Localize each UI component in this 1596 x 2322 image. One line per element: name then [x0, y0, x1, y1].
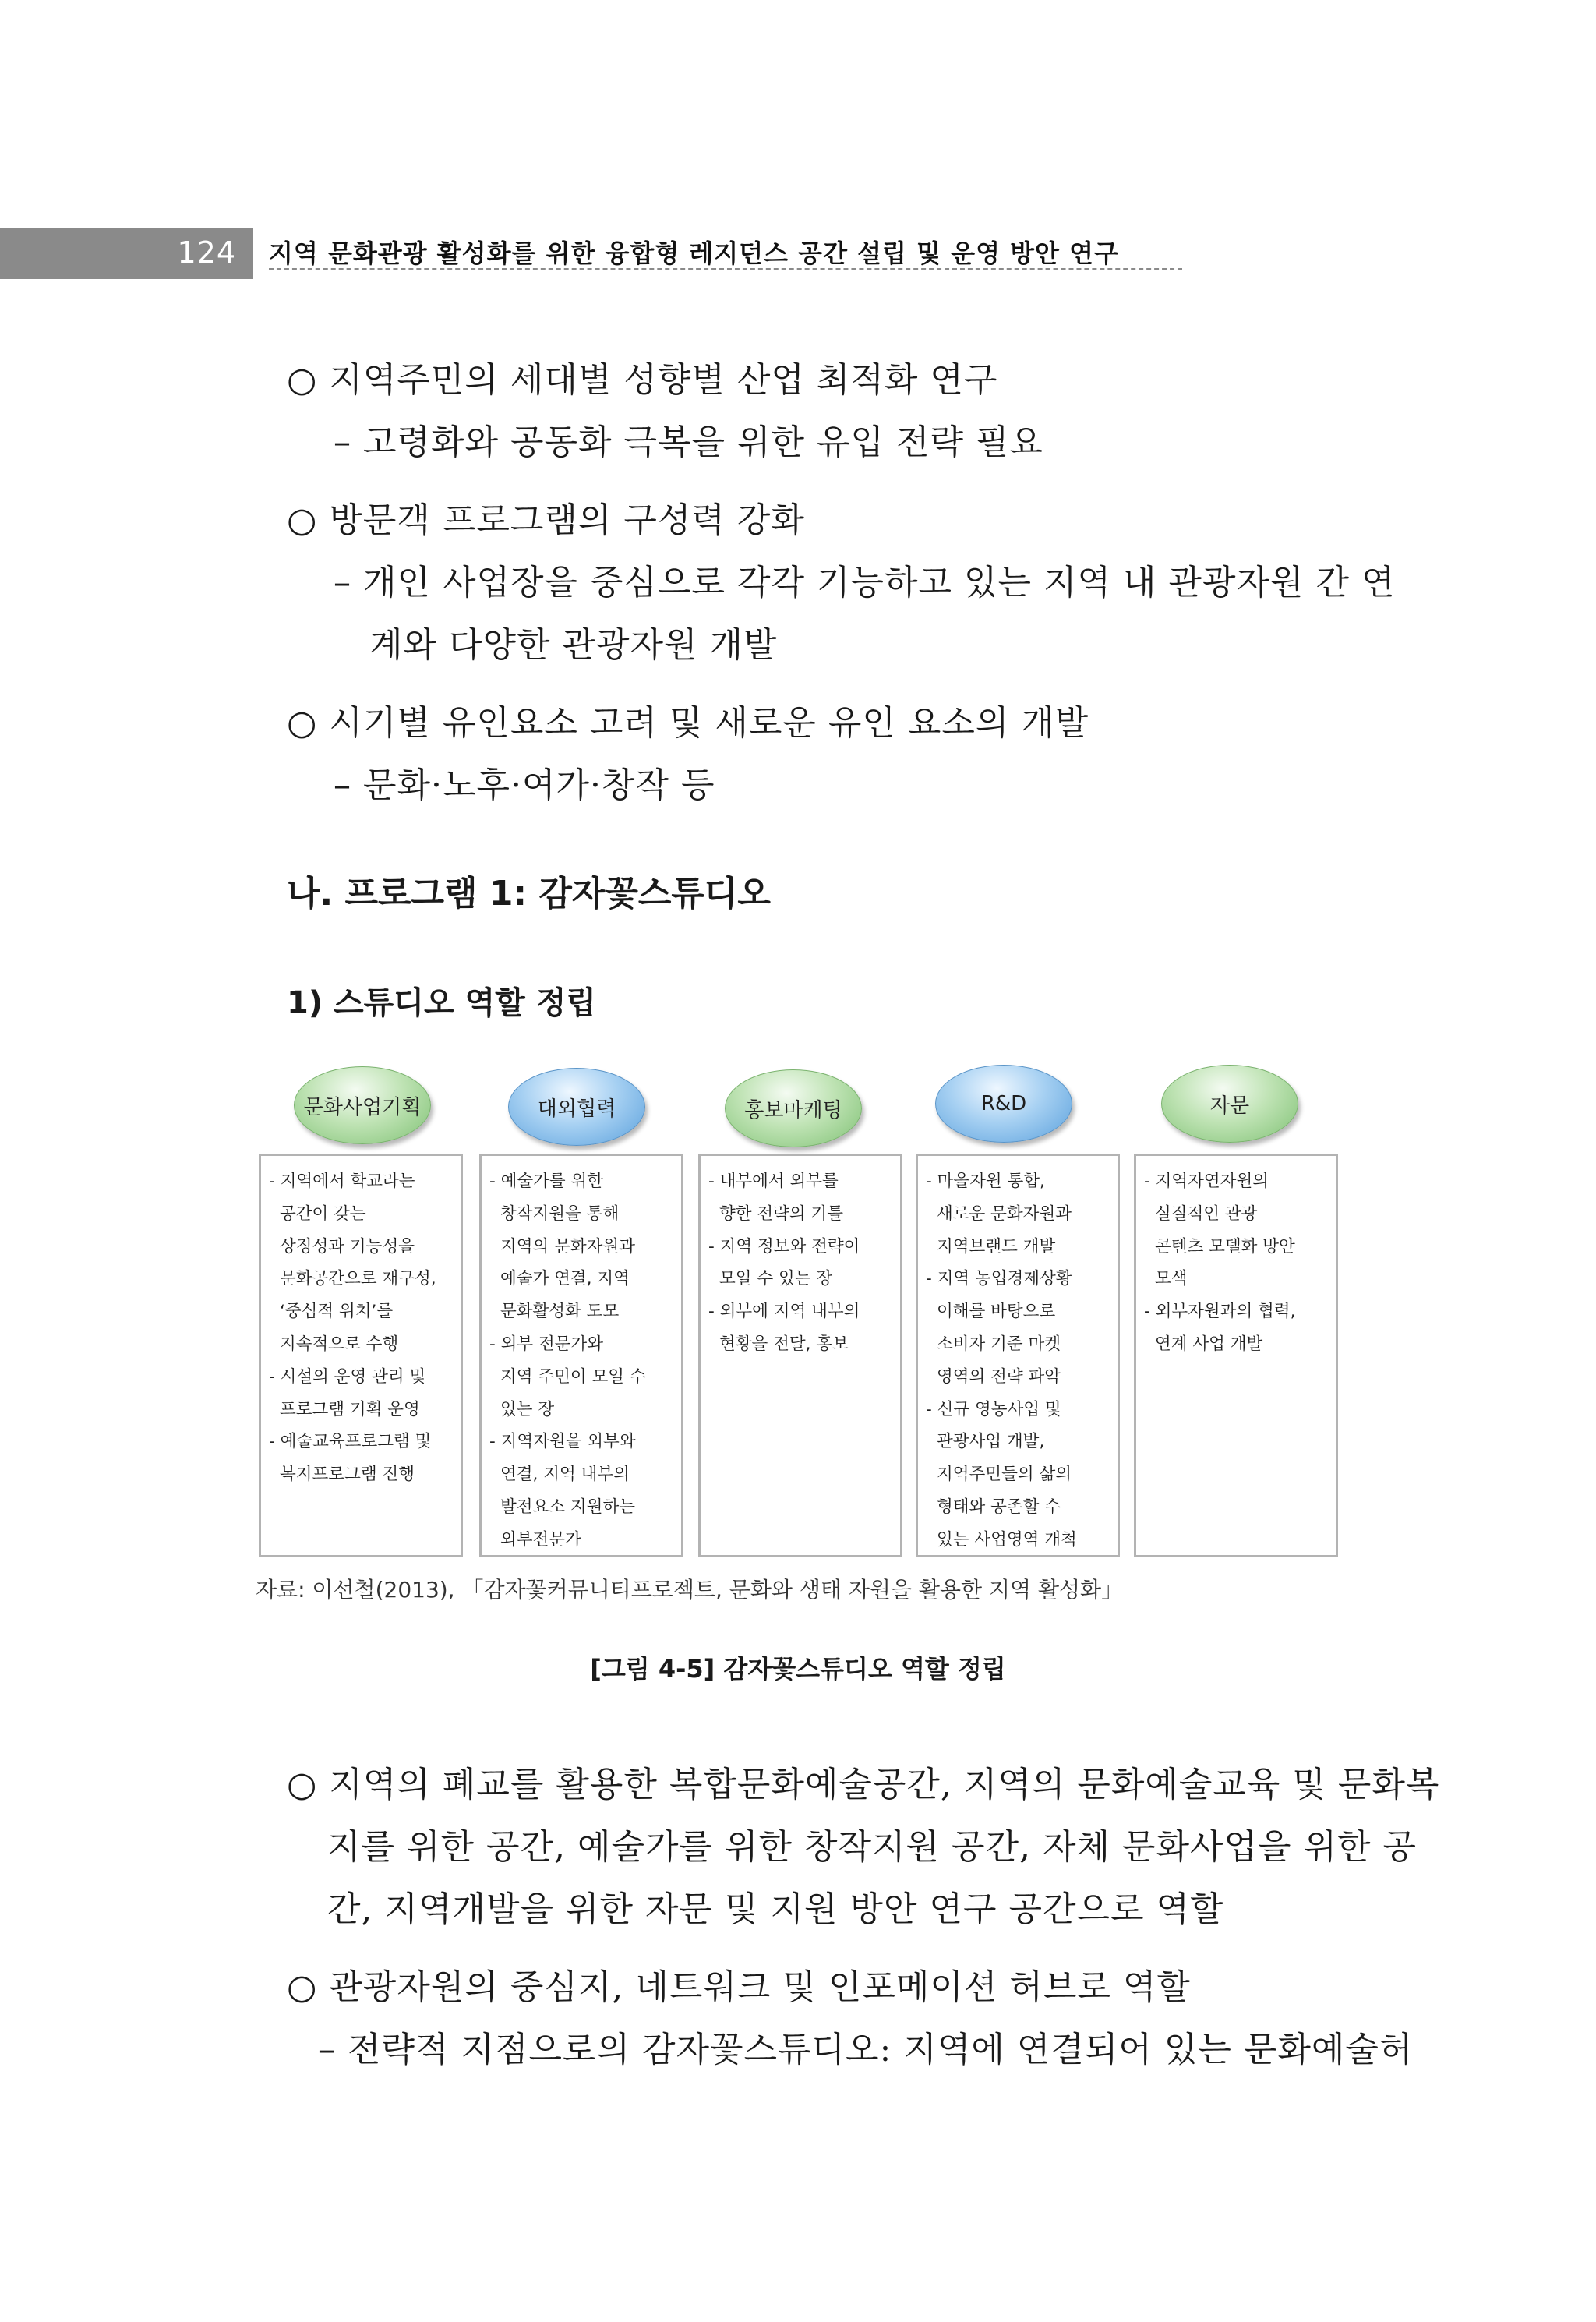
box-line: 모색: [1155, 1269, 1188, 1289]
box-line: - 외부에 지역 내부의: [708, 1302, 860, 1322]
box-line: 지역브랜드 개발: [937, 1236, 1056, 1256]
box-line: 연계 사업 개발: [1155, 1334, 1263, 1354]
dash-item: – 고령화와 공동화 극복을 위한 유입 전략 필요: [334, 422, 1043, 462]
box-line: 이해를 바탕으로: [937, 1302, 1056, 1322]
box-line: 지역주민들의 삶의: [937, 1465, 1072, 1485]
box-line: 외부전문가: [500, 1529, 581, 1550]
oval-culture-business-planning: 문화사업기획: [294, 1066, 431, 1144]
box-line: ‘중심적 위치’를: [280, 1302, 394, 1322]
box-line: 실질적인 관광: [1155, 1203, 1258, 1224]
oval-r-and-d: R&D: [935, 1065, 1072, 1143]
box-line: 소비자 기준 마켓: [937, 1334, 1061, 1354]
dash-item-continuation: 계와 다양한 관광자원 개발: [369, 625, 778, 665]
box-line: 공간이 갖는: [280, 1203, 366, 1224]
box-line: 영역의 전략 파악: [937, 1366, 1061, 1387]
box-line: 형태와 공존할 수: [937, 1497, 1061, 1517]
running-title: 지역 문화관광 활성화를 위한 융합형 레지던스 공간 설립 및 운영 방안 연구: [269, 239, 1119, 268]
box-line: 발전요소 지원하는: [500, 1497, 635, 1517]
box-line: 향한 전략의 기틀: [719, 1203, 844, 1224]
bullet-paragraph: ○ 지역주민의 세대별 성향별 산업 최적화 연구: [287, 360, 998, 400]
box-line: 모일 수 있는 장: [719, 1269, 833, 1289]
box-line: - 지역자연자원의: [1144, 1172, 1269, 1191]
role-box-promotion-marketing: [698, 1154, 902, 1557]
box-line: 문화공간으로 재구성,: [280, 1269, 436, 1289]
box-line: 새로운 문화자원과: [937, 1203, 1072, 1224]
box-line: - 지역에서 학교라는: [269, 1172, 415, 1191]
box-line: 있는 장: [500, 1399, 555, 1419]
box-line: - 시설의 운영 관리 및: [269, 1366, 426, 1387]
subsection-title: 1) 스튜디오 역할 정립: [287, 985, 597, 1021]
box-line: - 지역자원을 외부와: [489, 1432, 636, 1452]
box-line: - 지역 농업경제상황: [926, 1269, 1072, 1289]
box-line: - 마을자원 통합,: [926, 1172, 1045, 1191]
box-line: 현황을 전달, 홍보: [719, 1334, 849, 1354]
bullet-paragraph: ○ 방문객 프로그램의 구성력 강화: [287, 500, 805, 540]
box-line: - 예술가를 위한: [489, 1172, 604, 1191]
figure-caption: [그림 4-5] 감자꽃스튜디오 역할 정립: [590, 1654, 1006, 1684]
box-line: 예술가 연결, 지역: [500, 1269, 630, 1289]
oval-advisory: 자문: [1161, 1065, 1298, 1143]
paragraph-continuation: 간, 지역개발을 위한 자문 및 지원 방안 연구 공간으로 역할: [327, 1889, 1224, 1929]
role-box-culture-business-planning: [259, 1154, 463, 1557]
box-line: 연결, 지역 내부의: [500, 1465, 630, 1485]
dash-item: – 문화·노후·여가·창작 등: [334, 765, 715, 805]
bullet-paragraph: ○ 지역의 폐교를 활용한 복합문화예술공간, 지역의 문화예술교육 및 문화복: [287, 1765, 1440, 1804]
box-line: - 예술교육프로그램 및: [269, 1432, 432, 1452]
box-line: - 신규 영농사업 및: [926, 1399, 1061, 1419]
box-line: 콘텐츠 모델화 방안: [1155, 1236, 1295, 1256]
oval-promotion-marketing: 홍보마케팅: [725, 1069, 862, 1147]
box-line: - 외부 전문가와: [489, 1334, 604, 1354]
role-box-advisory: [1134, 1154, 1338, 1557]
box-line: 있는 사업영역 개척: [937, 1529, 1077, 1550]
box-line: 복지프로그램 진행: [280, 1465, 415, 1485]
page-number-box: [0, 228, 253, 279]
box-line: 문화활성화 도모: [500, 1302, 620, 1322]
box-line: 지역 주민이 모일 수: [500, 1366, 646, 1387]
box-line: 프로그램 기획 운영: [280, 1399, 420, 1419]
section-title: 나. 프로그램 1: 감자꽃스튜디오: [287, 874, 771, 914]
box-line: - 내부에서 외부를: [708, 1172, 839, 1191]
box-line: 창작지원을 통해: [500, 1203, 620, 1224]
bullet-paragraph: ○ 시기별 유인요소 고려 및 새로운 유인 요소의 개발: [287, 703, 1089, 743]
bullet-paragraph: ○ 관광자원의 중심지, 네트워크 및 인포메이션 허브로 역할: [287, 1967, 1191, 2007]
box-line: - 지역 정보와 전략이: [708, 1236, 860, 1256]
role-box-external-cooperation: [479, 1154, 683, 1557]
page-number: 124: [177, 235, 236, 270]
header-divider: [269, 268, 1182, 270]
role-box-r-and-d: [916, 1154, 1120, 1557]
box-line: 상징성과 기능성을: [280, 1236, 415, 1256]
box-line: - 외부자원과의 협력,: [1144, 1302, 1296, 1322]
box-line: 지속적으로 수행: [280, 1334, 399, 1354]
paragraph-continuation: 지를 위한 공간, 예술가를 위한 창작지원 공간, 자체 문화사업을 위한 공: [327, 1827, 1417, 1867]
figure-source: 자료: 이선철(2013), 「감자꽃커뮤니티프로젝트, 문화와 생태 자원을 활용한 지역 활성화」: [256, 1577, 1124, 1603]
oval-external-cooperation: 대외협력: [508, 1068, 645, 1146]
dash-item: – 전략적 지점으로의 감자꽃스튜디오: 지역에 연결되어 있는 문화예술허: [318, 2030, 1414, 2069]
box-line: 관광사업 개발,: [937, 1432, 1045, 1452]
box-line: 지역의 문화자원과: [500, 1236, 635, 1256]
dash-item: – 개인 사업장을 중심으로 각각 기능하고 있는 지역 내 관광자원 간 연: [334, 563, 1396, 603]
